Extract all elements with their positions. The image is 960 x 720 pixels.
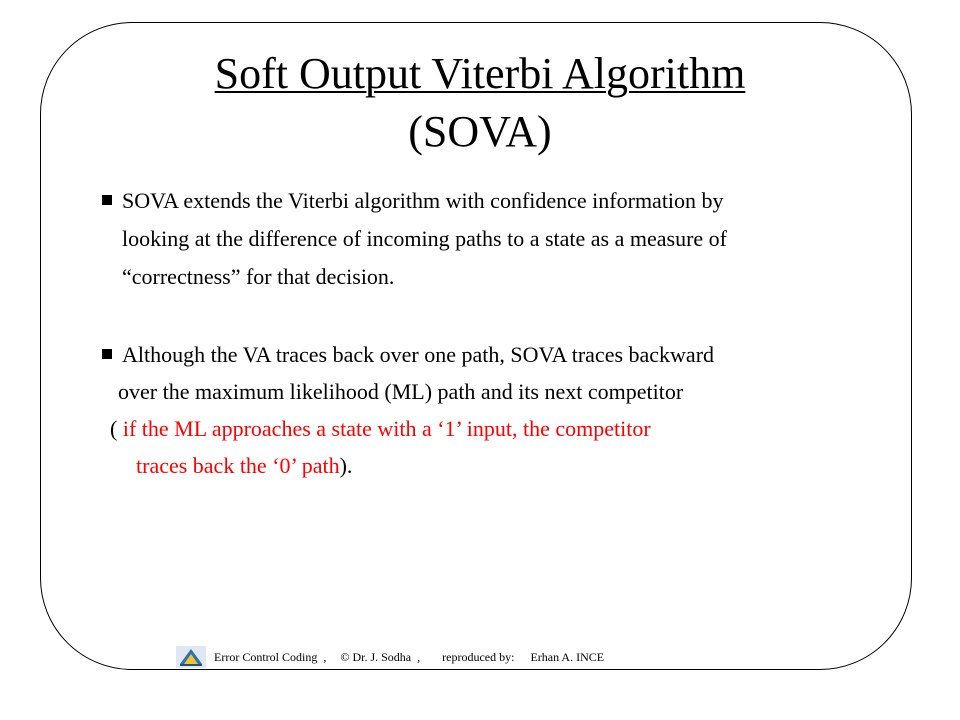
bullet-1-line-2 xyxy=(122,220,727,257)
university-logo-icon xyxy=(176,646,206,668)
bullet-2-red-text-2: traces back the ‘0’ path xyxy=(136,453,340,478)
bullet-2-text-1: Although the VA traces back over one path, SOVA traces backward xyxy=(122,342,715,367)
footer-author: © Dr. J. Sodha xyxy=(340,649,412,664)
bullet-2-paren-close: ). xyxy=(339,453,353,478)
bullet-1-text-3: “correctness” for that decision. xyxy=(122,264,395,289)
slide-subtitle-text: (SOVA) xyxy=(408,107,552,156)
footer-sep-1: , xyxy=(323,649,327,664)
bullet-2-red-text-1: if the ML approaches a state with a ‘1’ input, the competitor xyxy=(122,416,651,441)
bullet-1-text-2: looking at the difference of incoming paths to a state as a measure of xyxy=(122,226,727,251)
bullet-1-line-3 xyxy=(122,258,394,295)
footer-course: Error Control Coding xyxy=(214,649,318,664)
bullet-2-line-3 xyxy=(110,410,651,447)
footer-reproduced-label: reproduced by: xyxy=(442,649,515,664)
slide-footer xyxy=(176,644,604,670)
bullet-2-line-4 xyxy=(136,447,352,484)
bullet-2-line-2 xyxy=(118,373,683,410)
footer-reproducer: Erhan A. INCE xyxy=(530,649,605,664)
bullet-1-text-1: SOVA extends the Viterbi algorithm with confidence information by xyxy=(122,188,724,213)
square-bullet-icon xyxy=(102,195,112,205)
square-bullet-icon xyxy=(102,349,112,359)
bullet-2-paren-open: ( xyxy=(110,416,123,441)
bullet-1-line-1 xyxy=(102,182,724,219)
slide-title-text: Soft Output Viterbi Algorithm xyxy=(214,49,746,98)
footer-sep-2: , xyxy=(417,649,421,664)
bullet-2-text-2: over the maximum likelihood (ML) path and its next competitor xyxy=(118,379,684,404)
slide-subtitle xyxy=(0,104,960,160)
bullet-2-line-1 xyxy=(102,336,714,373)
slide-title xyxy=(0,46,960,102)
